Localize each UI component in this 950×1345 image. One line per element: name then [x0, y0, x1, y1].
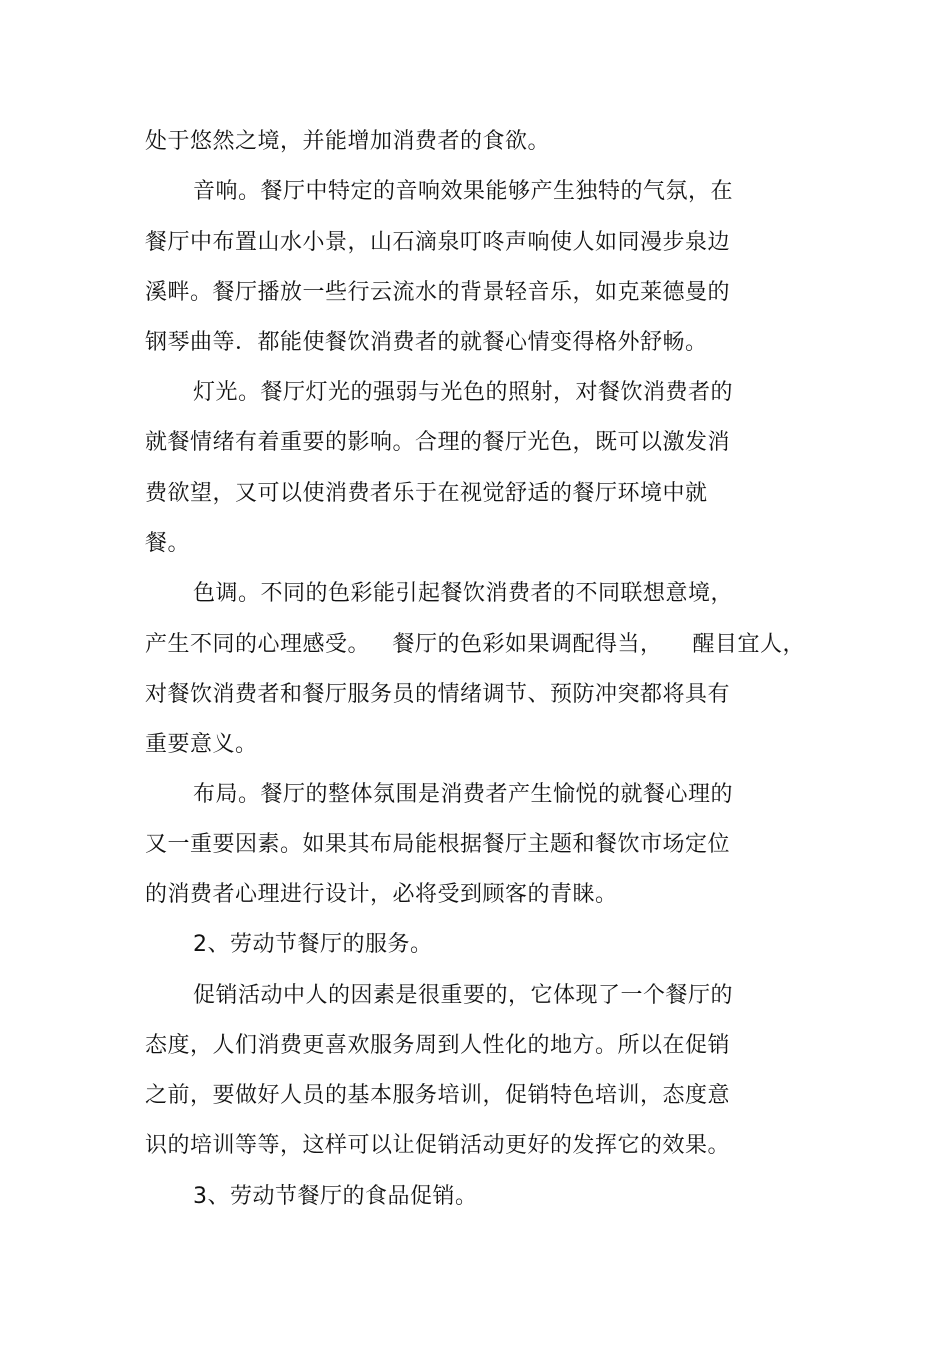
text-line: 产生不同的心理感受。 餐厅的色彩如果调配得当， 醒目宜人，	[145, 632, 805, 657]
section-heading-service: 2、劳动节餐厅的服务。	[193, 932, 433, 957]
text-line: 钢琴曲等．都能使餐饮消费者的就餐心情变得格外舒畅。	[145, 330, 708, 355]
text-line: 餐厅中布置山水小景，山石滴泉叮咚声响使人如同漫步泉边	[145, 230, 731, 255]
text-line: 就餐情绪有着重要的影响。合理的餐厅光色，既可以激发消	[145, 430, 731, 455]
text-line: 识的培训等等，这样可以让促销活动更好的发挥它的效果。	[145, 1133, 731, 1158]
paragraph-color-start: 色调。不同的色彩能引起餐饮消费者的不同联想意境，	[193, 581, 734, 606]
paragraph-service-start: 促销活动中人的因素是很重要的，它体现了一个餐厅的	[193, 983, 734, 1008]
paragraph-layout-start: 布局。餐厅的整体氛围是消费者产生愉悦的就餐心理的	[193, 782, 734, 807]
text-line: 处于悠然之境，并能增加消费者的食欲。	[145, 129, 551, 154]
text-line: 费欲望，又可以使消费者乐于在视觉舒适的餐厅环境中就	[145, 481, 708, 506]
text-line: 的消费者心理进行设计，必将受到顾客的青睐。	[145, 882, 618, 907]
paragraph-lighting-start: 灯光。餐厅灯光的强弱与光色的照射，对餐饮消费者的	[193, 380, 734, 405]
text-line: 对餐饮消费者和餐厅服务员的情绪调节、预防冲突都将具有	[145, 682, 731, 707]
text-line: 之前，要做好人员的基本服务培训，促销特色培训，态度意	[145, 1083, 731, 1108]
paragraph-sound-start: 音响。餐厅中特定的音响效果能够产生独特的气氛，在	[193, 179, 734, 204]
text-line: 态度，人们消费更喜欢服务周到人性化的地方。所以在促销	[145, 1033, 731, 1058]
section-heading-food-promotion: 3、劳动节餐厅的食品促销。	[193, 1184, 478, 1209]
text-line: 餐。	[145, 531, 191, 556]
text-line: 重要意义。	[145, 732, 258, 757]
text-line: 又一重要因素。如果其布局能根据餐厅主题和餐饮市场定位	[145, 832, 731, 857]
text-line: 溪畔。餐厅播放一些行云流水的背景轻音乐，如克莱德曼的	[145, 280, 731, 305]
